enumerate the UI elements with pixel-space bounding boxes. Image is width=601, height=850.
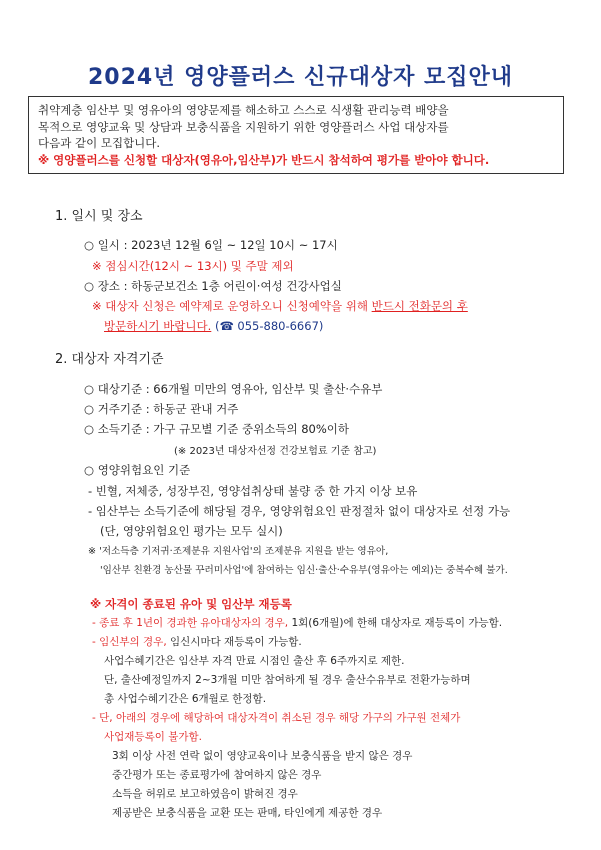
reregister-line: 단, 출산예정일까지 2~3개월 미만 참여하게 될 경우 출산수유부로 전환가능하며 [104, 674, 471, 686]
income-line: ○ 소득기준 : 가구 규모별 기준 중위소득의 80%이하 [84, 422, 350, 436]
risk-line: - 빈혈, 저체중, 성장부진, 영양섭취상태 불량 중 한 가지 이상 보유 [88, 484, 418, 498]
place-line: ○ 장소 : 하동군보건소 1층 어린이·여성 건강사업실 [84, 279, 342, 293]
duplicate-note: '임산부 친환경 농산물 꾸러미사업'에 참여하는 임신·출산·수유부(영유아는 예외)는 중복수혜 불가. [100, 565, 508, 576]
risk-heading: ○ 영양위험요인 기준 [84, 463, 191, 477]
cancel-condition: 소득을 허위로 보고하였음이 밝혀진 경우 [112, 788, 298, 800]
lunch-note: ※ 점심시간(12시 ~ 13시) 및 주말 제외 [92, 259, 294, 273]
reregister-emphasis: - 종료 후 1년이 경과한 유아대상자의 경우, [92, 617, 289, 629]
reregister-text: 1회(6개월)에 한해 대상자로 재등록이 가능함. [288, 617, 503, 629]
phone-number: (☎ 055-880-6667) [214, 319, 324, 333]
residence-line: ○ 거주기준 : 하동군 관내 거주 [84, 402, 239, 416]
cancel-condition: 제공받은 보충식품을 교환 또는 판매, 타인에게 제공한 경우 [112, 807, 383, 819]
reservation-text: ※ 대상자 신청은 예약제로 운영하오니 신청예약을 위해 [92, 299, 368, 313]
intro-line: 목적으로 영양교육 및 상담과 보충식품을 지원하기 위한 영양플러스 사업 대상자를 [38, 119, 449, 134]
risk-line: (단, 영양위험요인 평가는 모두 실시) [100, 524, 283, 538]
reservation-line-2 [104, 318, 323, 334]
reregister-line [92, 634, 302, 649]
reregister-warning: 사업재등록이 불가함. [104, 731, 202, 743]
reregister-line: 총 사업수혜기간은 6개월로 한정함. [104, 693, 267, 705]
page-title: 2024년 영양플러스 신규대상자 모집안내 [88, 65, 513, 90]
reregister-emphasis: - 임신부의 경우, [92, 636, 167, 648]
target-line: ○ 대상기준 : 66개월 미만의 영유아, 임산부 및 출산·수유부 [84, 382, 383, 396]
intro-line: 다음과 같이 모집합니다. [38, 136, 161, 150]
reregister-text: 임신시마다 재등록이 가능함. [166, 636, 302, 648]
reregister-heading: ※ 자격이 종료된 유아 및 임산부 재등록 [90, 597, 292, 611]
reregister-warning: - 단, 아래의 경우에 해당하여 대상자격이 취소된 경우 해당 가구의 가구원 전체가 [92, 712, 461, 724]
intro-line: 취약계층 임산부 및 영유아의 영양문제를 해소하고 스스로 식생활 관리능력 배양을 [38, 103, 449, 117]
section2-heading: 2. 대상자 자격기준 [55, 352, 164, 367]
income-note: (※ 2023년 대상자선정 건강보험료 기준 참고) [174, 446, 377, 457]
reregister-line [92, 615, 502, 630]
duplicate-note: ※ '저소득층 기저귀·조제분유 지원사업'의 조제분유 지원을 받는 영유아, [88, 546, 389, 557]
risk-line: - 임산부는 소득기준에 해당될 경우, 영양위험요인 판정절차 없이 대상자로 선정 가능 [88, 504, 511, 518]
reservation-line [92, 298, 468, 314]
reservation-visit: 방문하시기 바랍니다. [104, 319, 212, 333]
reservation-emphasis: 반드시 전화문의 후 [371, 299, 468, 313]
cancel-condition: 중간평가 또는 종료평가에 참여하지 않은 경우 [112, 769, 322, 781]
cancel-condition: 3회 이상 사전 연락 없이 영양교육이나 보충식품을 받지 않은 경우 [112, 750, 413, 762]
reregister-line: 사업수혜기간은 임산부 자격 만료 시점인 출산 후 6주까지로 제한. [104, 655, 405, 667]
datetime-line: ○ 일시 : 2023년 12월 6일 ~ 12일 10시 ~ 17시 [84, 238, 338, 252]
intro-box [28, 96, 564, 174]
intro-notice: ※ 영양플러스를 신청할 대상자(영유아,임산부)가 반드시 참석하여 평가를 받아야 합니다. [38, 152, 490, 167]
section1-heading: 1. 일시 및 장소 [55, 209, 143, 224]
